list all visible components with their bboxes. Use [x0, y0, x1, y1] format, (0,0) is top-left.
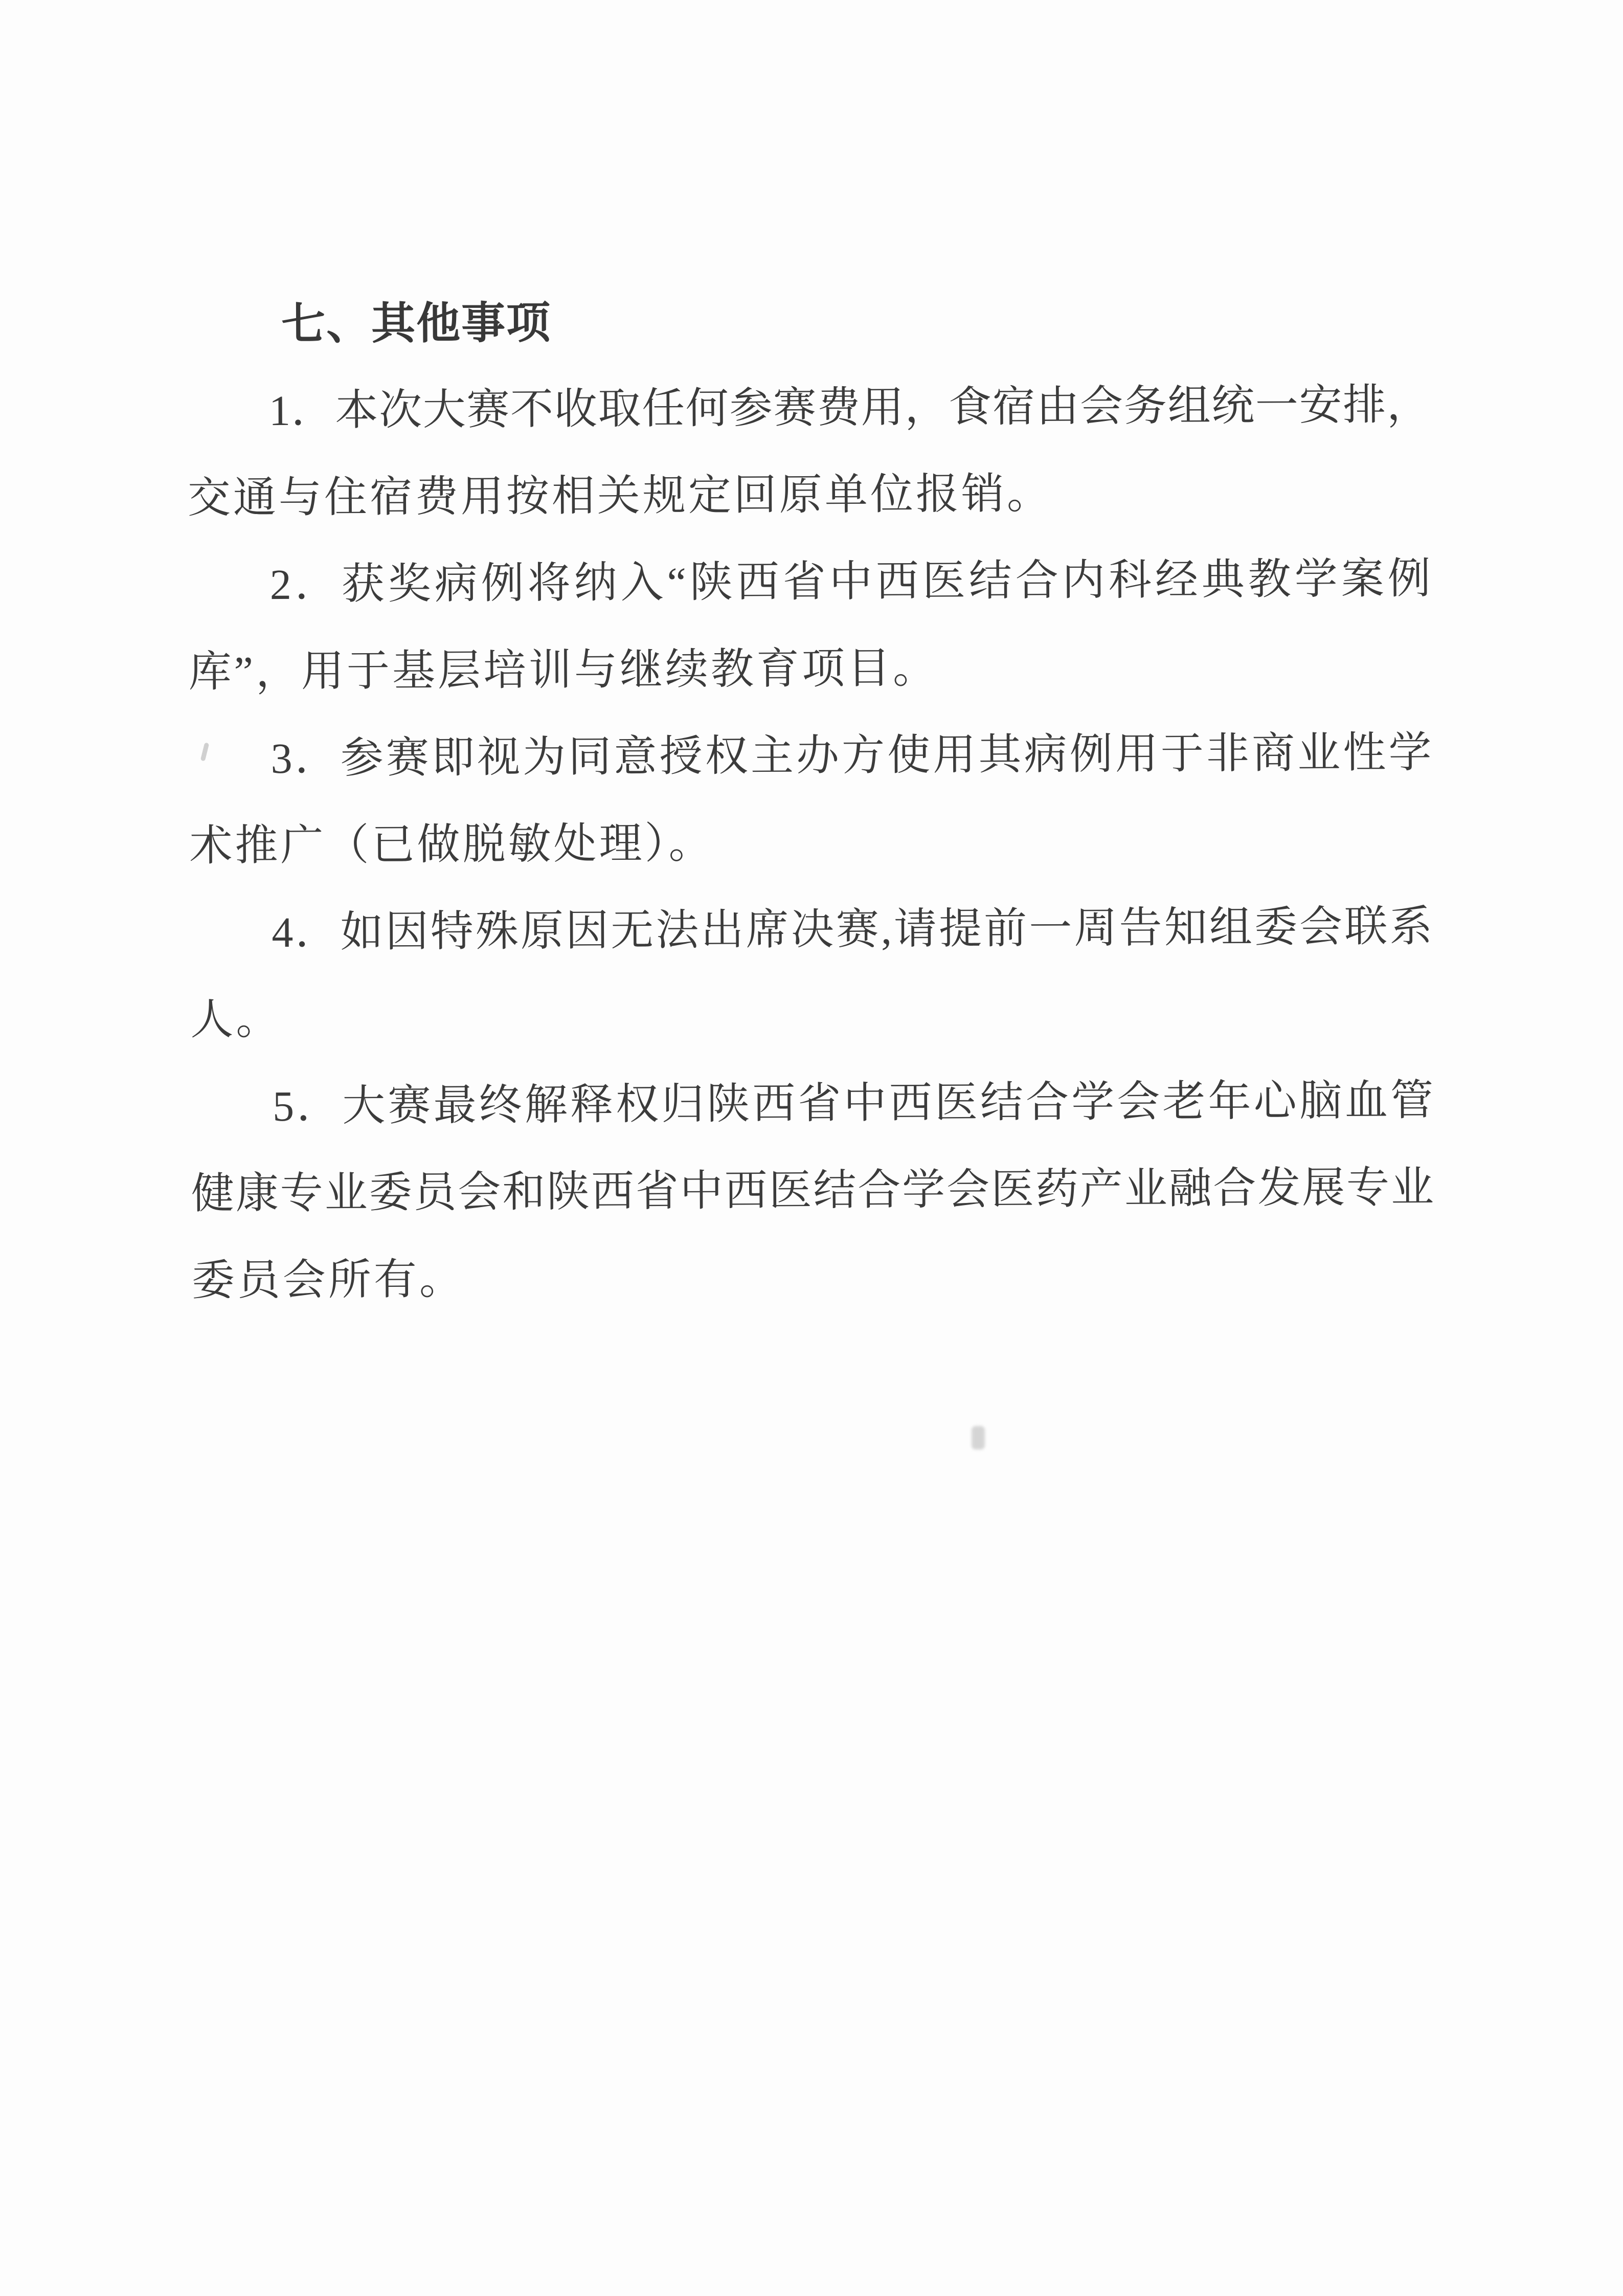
- list-item: [187, 362, 1431, 542]
- text-line: 交通与住宿费用按相关规定回原单位报销。: [187, 470, 1053, 523]
- scan-artifact: [972, 1426, 985, 1450]
- text-line: 库”，用于基层培训与继续教育项目。: [188, 644, 939, 697]
- text-line: 人。: [190, 996, 282, 1044]
- text-line: 5．大赛最终解释权归陕西省中西医结合学会老年心脑血管: [272, 1077, 1434, 1131]
- document-body: [187, 275, 1435, 1325]
- text-line: 1．本次大赛不收取任何参赛费用，食宿由会务组统一安排，: [268, 381, 1430, 435]
- list-item: [190, 883, 1433, 1064]
- text-line: 3．参赛即视为同意授权主办方使用其病例用于非商业性学: [270, 729, 1432, 783]
- section-heading: 七、其他事项: [281, 297, 552, 350]
- text-line: 健康专业委员会和陕西省中西医结合学会医药产业融合发展专业: [191, 1164, 1434, 1218]
- list-item: [189, 709, 1432, 890]
- text-line: 2．获奖病例将纳入“陕西省中西医结合内科经典教学案例: [269, 555, 1431, 609]
- section-items: [187, 362, 1435, 1325]
- text-line: 委员会所有。: [191, 1256, 465, 1305]
- text-line: 4．如因特殊原因无法出席决赛,请提前一周告知组委会联系: [272, 903, 1433, 957]
- list-item: [191, 1057, 1435, 1325]
- list-item: [188, 536, 1431, 716]
- text-line: 术推广（已做脱敏处理）。: [189, 819, 714, 870]
